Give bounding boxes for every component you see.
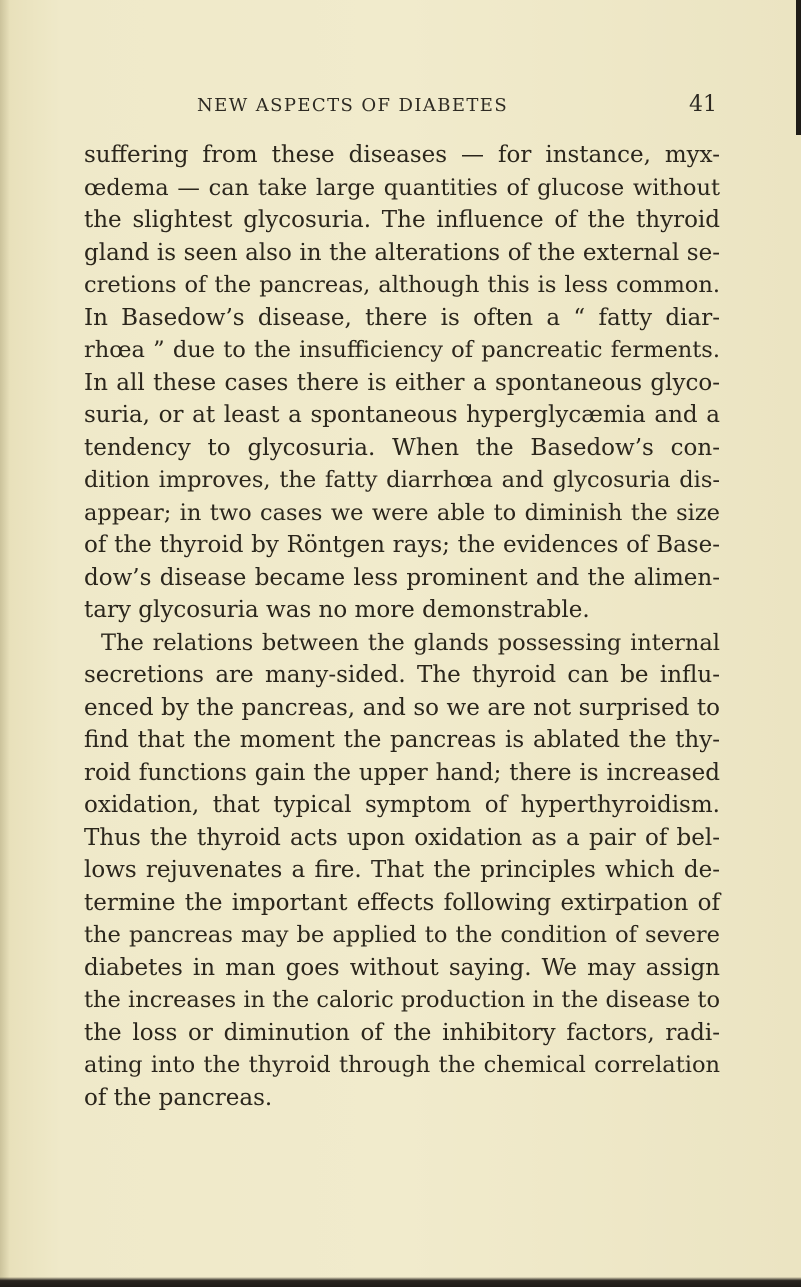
text-line: appear; in two cases we were able to diminish the size bbox=[84, 499, 720, 526]
text-line: lows rejuvenates a fire. That the principles which de- bbox=[84, 857, 720, 883]
text-line: of the thyroid by Röntgen rays; the evidences of Base- bbox=[84, 532, 720, 558]
page-edge-dark bbox=[796, 0, 801, 135]
text-line: of the pancreas. bbox=[84, 1084, 273, 1111]
gutter-shadow bbox=[0, 0, 10, 1287]
text-line: the pancreas may be applied to the condition of severe bbox=[84, 922, 720, 948]
text-line: the slightest glycosuria. The influence of the thyroid bbox=[84, 207, 720, 233]
text-line: termine the important effects following extirpation of bbox=[84, 889, 720, 916]
text-line: rhœa ” due to the insufficiency of pancreatic ferments. bbox=[84, 337, 720, 363]
text-line: tary glycosuria was no more demonstrable. bbox=[84, 597, 590, 623]
text-line: gland is seen also in the alterations of the external se- bbox=[84, 239, 720, 266]
text-line: the loss or diminution of the inhibitory factors, radi- bbox=[84, 1019, 720, 1046]
running-title: NEW ASPECTS OF DIABETES bbox=[197, 95, 509, 116]
text-line: In all these cases there is either a spontaneous glyco- bbox=[84, 369, 720, 396]
text-line: œdema — can take large quantities of glucose without bbox=[84, 174, 720, 201]
text-line: dition improves, the fatty diarrhœa and glycosuria dis- bbox=[84, 467, 720, 493]
text-line: suffering from these diseases — for instance, myx- bbox=[84, 142, 720, 168]
text-line: dow’s disease became less prominent and the alimen- bbox=[84, 564, 720, 591]
text-line: ating into the thyroid through the chemical correlation bbox=[84, 1052, 720, 1078]
text-line: tendency to glycosuria. When the Basedow’s con- bbox=[84, 434, 720, 461]
text-line: secretions are many-sided. The thyroid can be influ- bbox=[84, 662, 720, 688]
text-line: the increases in the caloric production in the disease to bbox=[84, 987, 720, 1013]
text-line: suria, or at least a spontaneous hyperglycæmia and a bbox=[84, 402, 720, 428]
page-bottom-edge bbox=[0, 1277, 801, 1287]
text-line: oxidation, that typical symptom of hyperthyroidism. bbox=[84, 792, 720, 818]
running-head bbox=[197, 92, 717, 126]
text-line: diabetes in man goes without saying. We may assign bbox=[84, 954, 720, 981]
text-line: enced by the pancreas, and so we are not surprised to bbox=[84, 694, 720, 721]
body-text bbox=[84, 139, 720, 1114]
page-number: 41 bbox=[689, 92, 717, 117]
text-line: cretions of the pancreas, although this is less common. bbox=[84, 272, 720, 298]
text-line: Thus the thyroid acts upon oxidation as a pair of bel- bbox=[84, 824, 720, 851]
text-line: In Basedow’s disease, there is often a “ fatty diar- bbox=[84, 304, 720, 331]
text-line: find that the moment the pancreas is ablated the thy- bbox=[84, 727, 720, 753]
text-line: roid functions gain the upper hand; there is increased bbox=[84, 759, 720, 786]
text-line-paragraph-start: The relations between the glands possessing internal bbox=[101, 629, 720, 656]
